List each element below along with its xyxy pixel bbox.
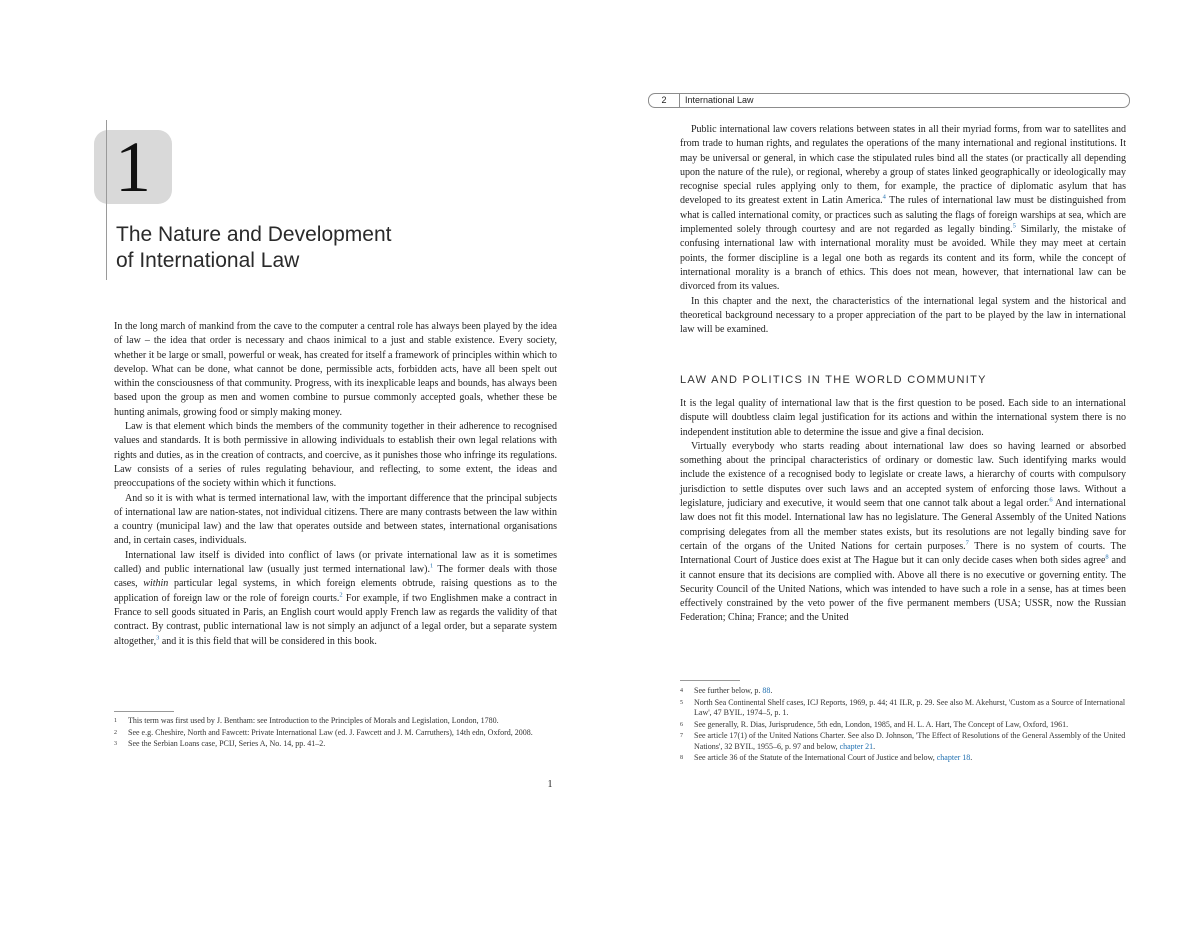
running-head (648, 93, 1130, 108)
footnote-mark: 4 (680, 688, 683, 694)
footnote-ref[interactable]: 2 (339, 591, 343, 599)
footnote-mark: 5 (680, 699, 683, 706)
text-run: particular legal systems, in which foreign elements obtrude, raising questions as to the application of foreign law or the role of foreign courts. (114, 578, 557, 604)
footnote-rule (680, 680, 740, 681)
text-run: and it is this field that will be considered in this book. (159, 635, 377, 647)
section-heading: LAW AND POLITICS IN THE WORLD COMMUNITY (680, 374, 987, 386)
text-run: and it cannot ensure that its decisions are complied with. Above all there is no executive or governing entity. The Security Council of the United Nations, which was intended to have such a role in a sense, has at times been effectively constrained by the veto power of the five permanent members (USA; USSR, now the Russian Federation; China; France; and the United (680, 555, 1126, 624)
left-body-text (114, 320, 557, 649)
footnote (680, 698, 1130, 719)
emphasis: within (143, 578, 169, 590)
right-body-text-top (680, 123, 1126, 337)
text-run: And international law does not fit this model. International law has no legislature. The General Assembly of the United Nations comprising delegates from all the member states exists, but its resolutions are not legally binding save for certain of the organs of the United Nations for certain purposes. (680, 498, 1126, 552)
footnote-text: . (970, 753, 973, 762)
text-run: International law itself is divided into conflict of laws (or private international law as it is sometimes called) and public international law (usually just termed international law). (114, 549, 557, 576)
footnote-rule (114, 711, 174, 712)
chapter-title-line2: of International Law (116, 249, 300, 272)
text-run: There is no system of courts. The International Court of Justice does exist at The Hague but it can only decide cases when both sides agree (680, 540, 1127, 567)
footnote (114, 728, 557, 739)
footnote (680, 753, 1130, 764)
footnote-mark: 7 (680, 733, 683, 739)
footnote-text: See generally, R. Dias, Jurisprudence, 5th edn, London, 1985, and H. L. A. Hart, The Concept of Law, Oxford, 1961. (694, 719, 1069, 729)
footnote-mark: 1 (114, 718, 117, 724)
footnote-mark: 3 (114, 741, 117, 747)
chapter-rule (106, 120, 107, 280)
footnote-text: . (770, 686, 773, 695)
chapter-title-line1: The Nature and Development (116, 223, 392, 246)
footnote-ref[interactable]: 4 (882, 194, 886, 202)
footnote-mark: 2 (114, 729, 117, 736)
paragraph: It is the legal quality of international law that is the first question to be posed. Each side to an international dispute will doubtless claim legal justification for its actions and within the international system there is no independent institution able to determine the issue and give a final decision. (680, 398, 1126, 438)
left-footnotes (114, 716, 557, 751)
paragraph: In the long march of mankind from the cave to the computer a central role has always been played by the idea of law – the idea that order is necessary and chaos inimical to a just and stable existence. Every society, whether it be large or small, powerful or weak, has created for itself a framework of principles within which to develop. What can be done, what cannot be done, permissible acts, forbidden acts, have all been spelt out within the consciousness of that community. Progress, with its inexplicable leaps and bounds, has always been based upon the group as men and women combine to pursue commonly accepted goals, whether these be hunting animals, growing food or simply making money. (114, 321, 557, 418)
chapter-number: 1 (115, 127, 151, 207)
footnote-ref[interactable]: 7 (965, 539, 969, 547)
text-run: The former deals with those cases, (114, 564, 557, 590)
cross-reference-link[interactable]: chapter 21 (839, 741, 874, 751)
cross-reference-link[interactable]: chapter 18 (936, 753, 971, 762)
footnote-text: See article 36 of the Statute of the International Court of Justice and below, (694, 753, 937, 762)
text-run: Similarly, the mistake of confusing international law with international morality must be avoided. While they may meet at certain points, the former discipline is a legal one both as regards its content and its form, while the concept of international morality is a branch of ethics. This does not mean, however, that international law can be divorced from its values. (680, 224, 1126, 293)
chapter-title (116, 222, 536, 274)
footnote (680, 731, 1130, 752)
footnote-mark: 6 (680, 721, 683, 728)
text-run: The rules of international law must be distinguished from what is called international comity, or practices such as saluting the flags of foreign warships at sea, which are implemented solely through courtesy and are not regarded as legally binding. (680, 195, 1126, 236)
footnote-mark: 8 (680, 755, 683, 761)
page-number: 1 (547, 779, 553, 790)
footnote-text: . (873, 741, 876, 751)
footnote-text: This term was first used by J. Bentham: see Introduction to the Principles of Morals and Legislation, London, 1780. (128, 716, 499, 725)
footnote-ref[interactable]: 6 (1049, 496, 1053, 504)
right-body-text-bottom (680, 397, 1126, 626)
footnote (680, 720, 1130, 731)
cross-reference-link[interactable]: 88 (762, 686, 771, 695)
footnote-text: North Sea Continental Shelf cases, ICJ Reports, 1969, p. 44; 41 ILR, p. 29. See also M. Akehurst, 'Custom as a Source of International Law', 47 BYIL, 1974–5, p. 1. (694, 697, 1126, 717)
footnote-text: See further below, p. (694, 686, 763, 695)
paragraph: And so it is with what is termed international law, with the important difference that the principal subjects of international law are nation-states, not individual citizens. There are many contrasts between the law within a country (municipal law) and the law that operates outside and between states, international organisations and, in certain cases, individuals. (114, 492, 557, 547)
paragraph (680, 440, 1126, 626)
paragraph: In this chapter and the next, the characteristics of the international legal system and the historical and theoretical background necessary to a proper appreciation of the part to be played by the law in international law will be examined. (680, 295, 1126, 336)
footnote-ref[interactable]: 5 (1012, 222, 1016, 230)
footnote-text: See article 17(1) of the United Nations Charter. See also D. Johnson, 'The Effect of Resolutions of the General Assembly of the United Nations', 32 BYIL, 1955–6, p. 97 and below, (694, 731, 1126, 751)
paragraph (114, 549, 557, 649)
paragraph (680, 123, 1126, 295)
right-footnotes (680, 686, 1130, 765)
footnote-ref[interactable]: 8 (1105, 553, 1109, 561)
text-run: Virtually everybody who starts reading about international law does so having learned or absorbed something about the principal characteristics of ordinary or domestic law. Such identifying marks would include the existence of a recognised body to legislate or create laws, a hierarchy of courts with compulsory jurisdiction to settle disputes over such laws and an accepted system of enforcing those laws. Without a legislature, judiciary and executive, it would seem that one cannot talk about a legal order. (680, 440, 1126, 510)
footnote-ref[interactable]: 3 (156, 634, 160, 642)
paragraph: Law is that element which binds the members of the community together in their adherence to recognised values and standards. It is both permissive in allowing individuals to establish their own legal relations with rights and duties, as in the creation of contracts, and coercive, as it punishes those who infringe its regulations. Law consists of a series of rules regulating behaviour, and reflecting, to some extent, the ideas and preoccupations of the society within which it functions. (114, 421, 557, 490)
footnote (114, 716, 557, 727)
running-head-page-number: 2 (649, 94, 680, 107)
text-run: For example, if two Englishmen make a contract in France to sell goods situated in Paris, an English court would apply French law as regards the validity of that contract. By contrast, public international law is not simply an adjunct of a legal order, but a separate system altogether, (114, 592, 557, 647)
footnote-text: See e.g. Cheshire, North and Fawcett: Private International Law (ed. J. Fawcett and J. M. Carruthers), 14th edn, Oxford, 2008. (128, 727, 533, 737)
footnote (680, 686, 1130, 697)
running-head-title: International Law (685, 95, 754, 105)
footnote-text: See the Serbian Loans case, PCIJ, Series A, No. 14, pp. 41–2. (128, 739, 326, 748)
text-run: Public international law covers relations between states in all their myriad forms, from war to satellites and from trade to human rights, and regulates the operations of the many international and regional institutions. It may be universal or general, in which case the stipulated rules bind all the states (or practically all depending upon the nature of the rule), or regional, whereby a group of states linked geographically or ideologically may recognise special rules applying only to them, for example, the practice of diplomatic asylum that has developed to its greatest extent in Latin America. (680, 124, 1126, 207)
footnote (114, 739, 557, 750)
footnote-ref[interactable]: 1 (429, 562, 434, 570)
